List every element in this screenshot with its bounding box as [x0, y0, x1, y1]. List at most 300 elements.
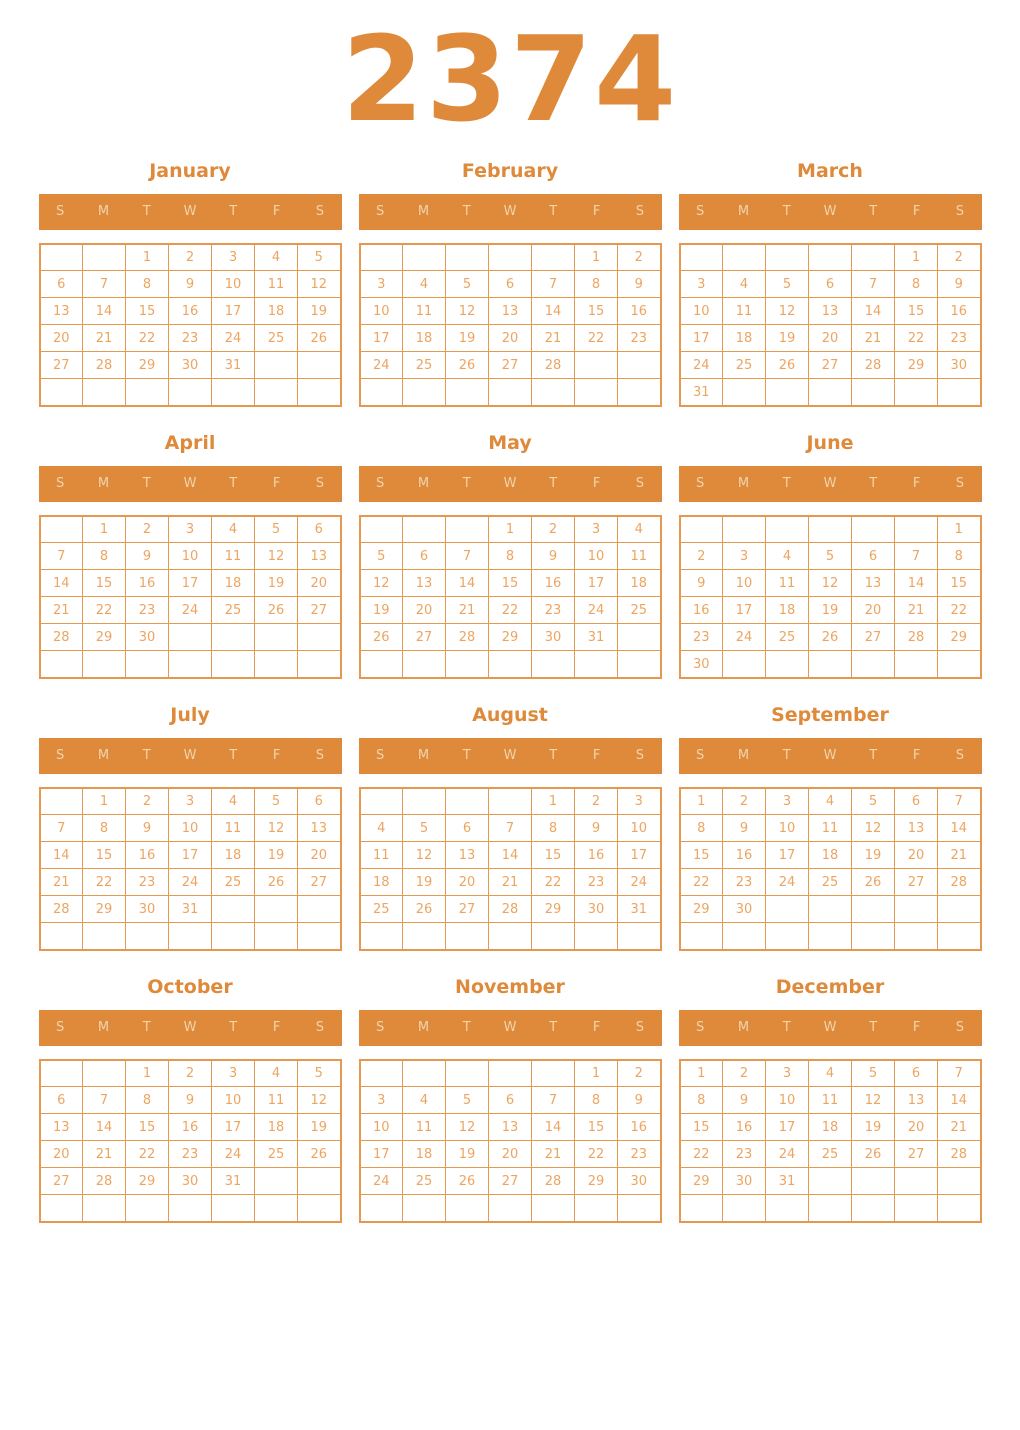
- day-cell: 31: [766, 1168, 809, 1195]
- day-cell: 20: [809, 325, 852, 352]
- day-cell: 16: [126, 570, 169, 597]
- day-cell: [489, 1060, 532, 1087]
- day-cell: 26: [403, 896, 446, 923]
- week-row: [40, 624, 341, 651]
- day-cell: 4: [255, 1060, 298, 1087]
- day-cell: 26: [255, 597, 298, 624]
- day-cell: 3: [618, 788, 661, 815]
- weekday-label: W: [823, 1020, 837, 1036]
- day-cell: 24: [618, 869, 661, 896]
- day-cell: 5: [809, 543, 852, 570]
- weekday-label: T: [229, 204, 238, 220]
- day-cell: 19: [446, 325, 489, 352]
- week-row: [680, 842, 981, 869]
- day-cell: [83, 1195, 126, 1222]
- day-cell: 22: [895, 325, 938, 352]
- day-cell: 21: [40, 869, 83, 896]
- day-cell: 7: [83, 1087, 126, 1114]
- day-cell: [895, 379, 938, 406]
- day-cell: 2: [169, 1060, 212, 1087]
- day-cell: 28: [489, 896, 532, 923]
- day-cell: 23: [938, 325, 981, 352]
- day-cell: 14: [446, 570, 489, 597]
- week-row: [40, 1195, 341, 1222]
- week-row: [680, 352, 981, 379]
- week-row: [40, 352, 341, 379]
- day-cell: [680, 244, 723, 271]
- weekday-label: S: [376, 476, 385, 492]
- day-cell: 2: [126, 788, 169, 815]
- weekday-label: W: [183, 1020, 197, 1036]
- day-cell: 6: [298, 788, 341, 815]
- day-cell: [895, 516, 938, 543]
- day-cell: 15: [680, 842, 723, 869]
- day-cell: [938, 651, 981, 678]
- day-cell: 20: [446, 869, 489, 896]
- day-cell: 8: [489, 543, 532, 570]
- day-cell: [40, 1060, 83, 1087]
- weekday-header-bar: [679, 738, 982, 774]
- day-cell: 3: [766, 1060, 809, 1087]
- day-cell: [298, 923, 341, 950]
- day-cell: [809, 516, 852, 543]
- day-cell: 18: [212, 570, 255, 597]
- day-cell: 8: [532, 815, 575, 842]
- day-cell: [532, 923, 575, 950]
- day-cell: 2: [723, 1060, 766, 1087]
- day-cell: [575, 1195, 618, 1222]
- week-row: [360, 815, 661, 842]
- day-cell: 23: [169, 1141, 212, 1168]
- day-cell: 9: [938, 271, 981, 298]
- day-cell: [298, 352, 341, 379]
- day-cell: 16: [532, 570, 575, 597]
- week-row: [360, 570, 661, 597]
- weekday-label: S: [315, 1020, 324, 1036]
- day-cell: 12: [809, 570, 852, 597]
- week-row: [680, 923, 981, 950]
- weekday-label: F: [592, 204, 601, 220]
- day-cell: 5: [298, 244, 341, 271]
- day-cell: 27: [298, 869, 341, 896]
- day-cell: 2: [169, 244, 212, 271]
- day-cell: 9: [126, 815, 169, 842]
- weekday-label: S: [955, 1020, 964, 1036]
- day-cell: 5: [766, 271, 809, 298]
- week-row: [360, 624, 661, 651]
- day-cell: 15: [532, 842, 575, 869]
- day-cell: 26: [360, 624, 403, 651]
- day-cell: [255, 379, 298, 406]
- day-cell: [618, 1195, 661, 1222]
- week-row: [40, 379, 341, 406]
- day-cell: [40, 651, 83, 678]
- day-cell: 28: [532, 1168, 575, 1195]
- weekday-label: F: [592, 1020, 601, 1036]
- day-cell: [766, 1195, 809, 1222]
- day-cell: [809, 923, 852, 950]
- day-cell: 17: [618, 842, 661, 869]
- day-cell: 28: [83, 1168, 126, 1195]
- day-cell: 2: [680, 543, 723, 570]
- month-title: March: [797, 159, 863, 182]
- day-cell: 18: [212, 842, 255, 869]
- weekday-header-bar: [39, 1010, 342, 1046]
- day-cell: [446, 516, 489, 543]
- day-cell: [446, 651, 489, 678]
- day-cell: 17: [169, 842, 212, 869]
- weekday-label: S: [955, 204, 964, 220]
- day-cell: 25: [360, 896, 403, 923]
- month-title: February: [461, 159, 559, 182]
- weekday-label: W: [183, 476, 197, 492]
- day-cell: 4: [618, 516, 661, 543]
- day-cell: 29: [895, 352, 938, 379]
- day-cell: [360, 1060, 403, 1087]
- day-cell: 13: [40, 298, 83, 325]
- week-row: [40, 1141, 341, 1168]
- day-cell: 22: [126, 325, 169, 352]
- day-cell: 17: [212, 298, 255, 325]
- week-row: [360, 923, 661, 950]
- day-cell: 15: [680, 1114, 723, 1141]
- day-cell: [766, 651, 809, 678]
- weekday-header-bar: [359, 738, 662, 774]
- day-cell: [446, 788, 489, 815]
- day-cell: 18: [766, 597, 809, 624]
- day-cell: [489, 923, 532, 950]
- day-cell: 27: [852, 624, 895, 651]
- weekday-header-bar: [679, 466, 982, 502]
- day-cell: 9: [169, 271, 212, 298]
- weekday-label: F: [272, 476, 281, 492]
- day-cell: 12: [446, 298, 489, 325]
- day-cell: 8: [680, 1087, 723, 1114]
- month-grid: [679, 787, 982, 951]
- day-cell: 17: [360, 325, 403, 352]
- day-cell: 6: [489, 1087, 532, 1114]
- day-cell: 26: [809, 624, 852, 651]
- day-cell: 4: [403, 1087, 446, 1114]
- week-row: [360, 244, 661, 271]
- day-cell: 4: [766, 543, 809, 570]
- day-cell: 15: [83, 570, 126, 597]
- day-cell: 8: [575, 1087, 618, 1114]
- week-row: [40, 543, 341, 570]
- day-cell: 5: [255, 788, 298, 815]
- day-cell: 29: [489, 624, 532, 651]
- week-row: [40, 244, 341, 271]
- day-cell: [298, 1195, 341, 1222]
- day-cell: 18: [723, 325, 766, 352]
- weekday-label: M: [737, 204, 750, 220]
- weekday-label: T: [462, 748, 471, 764]
- weekday-label: W: [503, 748, 517, 764]
- day-cell: 10: [575, 543, 618, 570]
- day-cell: 20: [298, 842, 341, 869]
- weekday-label: W: [823, 476, 837, 492]
- weekday-label: T: [142, 476, 151, 492]
- month-title: June: [806, 431, 854, 454]
- day-cell: [212, 379, 255, 406]
- day-cell: 13: [809, 298, 852, 325]
- month-title: January: [149, 159, 231, 182]
- day-cell: 3: [169, 516, 212, 543]
- day-cell: 10: [212, 1087, 255, 1114]
- day-cell: [895, 896, 938, 923]
- day-cell: [766, 923, 809, 950]
- weekday-label: M: [417, 1020, 430, 1036]
- day-cell: 4: [723, 271, 766, 298]
- day-cell: 6: [895, 1060, 938, 1087]
- day-cell: 25: [618, 597, 661, 624]
- day-cell: 15: [126, 1114, 169, 1141]
- day-cell: 18: [255, 1114, 298, 1141]
- day-cell: 9: [680, 570, 723, 597]
- weekday-label: T: [549, 476, 558, 492]
- day-cell: 9: [723, 815, 766, 842]
- day-cell: [360, 516, 403, 543]
- day-cell: 23: [618, 1141, 661, 1168]
- weekday-label: T: [462, 204, 471, 220]
- day-cell: [403, 923, 446, 950]
- day-cell: [938, 1195, 981, 1222]
- month-grid: [679, 243, 982, 407]
- day-cell: 19: [446, 1141, 489, 1168]
- week-row: [360, 896, 661, 923]
- day-cell: [40, 1195, 83, 1222]
- month-grid: [39, 515, 342, 679]
- day-cell: 24: [680, 352, 723, 379]
- day-cell: [723, 651, 766, 678]
- month-title: December: [775, 975, 885, 998]
- week-row: [680, 516, 981, 543]
- day-cell: 18: [403, 325, 446, 352]
- day-cell: [489, 244, 532, 271]
- day-cell: [766, 516, 809, 543]
- week-row: [680, 815, 981, 842]
- week-row: [40, 842, 341, 869]
- day-cell: [169, 1195, 212, 1222]
- day-cell: [766, 244, 809, 271]
- day-cell: 10: [766, 1087, 809, 1114]
- day-cell: [403, 516, 446, 543]
- day-cell: 9: [575, 815, 618, 842]
- weekday-label: T: [462, 476, 471, 492]
- day-cell: 2: [575, 788, 618, 815]
- month-grid: [359, 515, 662, 679]
- day-cell: 20: [298, 570, 341, 597]
- day-cell: 10: [169, 543, 212, 570]
- day-cell: 2: [723, 788, 766, 815]
- day-cell: 21: [938, 842, 981, 869]
- day-cell: 21: [83, 1141, 126, 1168]
- day-cell: 14: [40, 842, 83, 869]
- weekday-header-bar: [679, 1010, 982, 1046]
- weekday-label: F: [592, 748, 601, 764]
- day-cell: 16: [169, 298, 212, 325]
- day-cell: 6: [446, 815, 489, 842]
- day-cell: 16: [169, 1114, 212, 1141]
- day-cell: [852, 1195, 895, 1222]
- day-cell: 29: [126, 352, 169, 379]
- day-cell: 9: [532, 543, 575, 570]
- day-cell: 22: [83, 869, 126, 896]
- day-cell: 7: [852, 271, 895, 298]
- day-cell: [255, 352, 298, 379]
- day-cell: 11: [255, 1087, 298, 1114]
- day-cell: [575, 379, 618, 406]
- day-cell: 5: [298, 1060, 341, 1087]
- day-cell: 5: [852, 1060, 895, 1087]
- day-cell: [126, 923, 169, 950]
- month: [359, 976, 662, 1223]
- day-cell: 20: [489, 1141, 532, 1168]
- week-row: [680, 1195, 981, 1222]
- day-cell: 11: [809, 1087, 852, 1114]
- day-cell: 30: [938, 352, 981, 379]
- weekday-label: W: [183, 748, 197, 764]
- day-cell: 13: [852, 570, 895, 597]
- day-cell: 1: [126, 244, 169, 271]
- day-cell: 29: [83, 624, 126, 651]
- day-cell: [723, 516, 766, 543]
- day-cell: 3: [575, 516, 618, 543]
- day-cell: 4: [212, 516, 255, 543]
- day-cell: 12: [766, 298, 809, 325]
- day-cell: 22: [532, 869, 575, 896]
- week-row: [680, 869, 981, 896]
- day-cell: 20: [895, 1114, 938, 1141]
- month-title: September: [771, 703, 889, 726]
- weekday-label: T: [782, 476, 791, 492]
- day-cell: 30: [680, 651, 723, 678]
- month: [679, 160, 982, 407]
- day-cell: [360, 379, 403, 406]
- weekday-label: S: [315, 476, 324, 492]
- day-cell: [126, 379, 169, 406]
- day-cell: [852, 244, 895, 271]
- day-cell: 10: [360, 298, 403, 325]
- week-row: [360, 869, 661, 896]
- day-cell: [298, 379, 341, 406]
- weekday-label: T: [229, 1020, 238, 1036]
- week-row: [680, 570, 981, 597]
- day-cell: 2: [938, 244, 981, 271]
- day-cell: 17: [766, 1114, 809, 1141]
- day-cell: 10: [360, 1114, 403, 1141]
- weekday-label: S: [696, 748, 705, 764]
- day-cell: 30: [126, 896, 169, 923]
- week-row: [40, 597, 341, 624]
- day-cell: 18: [255, 298, 298, 325]
- month: [359, 704, 662, 951]
- day-cell: 21: [895, 597, 938, 624]
- weekday-label: S: [376, 204, 385, 220]
- week-row: [680, 651, 981, 678]
- weekday-label: T: [869, 204, 878, 220]
- day-cell: 24: [169, 597, 212, 624]
- day-cell: [446, 379, 489, 406]
- weekday-label: T: [549, 748, 558, 764]
- day-cell: 16: [618, 1114, 661, 1141]
- day-cell: [723, 923, 766, 950]
- day-cell: 14: [852, 298, 895, 325]
- day-cell: 27: [809, 352, 852, 379]
- day-cell: 23: [723, 1141, 766, 1168]
- day-cell: 27: [895, 1141, 938, 1168]
- day-cell: [895, 651, 938, 678]
- day-cell: 14: [938, 815, 981, 842]
- day-cell: 3: [723, 543, 766, 570]
- day-cell: 10: [680, 298, 723, 325]
- day-cell: 11: [766, 570, 809, 597]
- weekday-label: S: [376, 748, 385, 764]
- day-cell: [83, 244, 126, 271]
- day-cell: [255, 1195, 298, 1222]
- day-cell: 19: [766, 325, 809, 352]
- weekday-label: T: [142, 1020, 151, 1036]
- weekday-label: F: [592, 476, 601, 492]
- week-row: [40, 298, 341, 325]
- week-row: [680, 1114, 981, 1141]
- day-cell: [852, 516, 895, 543]
- day-cell: [938, 1168, 981, 1195]
- day-cell: 16: [575, 842, 618, 869]
- day-cell: 26: [446, 1168, 489, 1195]
- weekday-label: S: [955, 476, 964, 492]
- day-cell: 9: [169, 1087, 212, 1114]
- day-cell: 13: [489, 298, 532, 325]
- day-cell: 14: [532, 1114, 575, 1141]
- day-cell: 1: [83, 516, 126, 543]
- day-cell: 10: [618, 815, 661, 842]
- day-cell: [852, 896, 895, 923]
- day-cell: 7: [446, 543, 489, 570]
- day-cell: 1: [680, 1060, 723, 1087]
- week-row: [40, 788, 341, 815]
- weekday-label: S: [955, 748, 964, 764]
- day-cell: 19: [809, 597, 852, 624]
- day-cell: 4: [212, 788, 255, 815]
- day-cell: 19: [360, 597, 403, 624]
- day-cell: [532, 651, 575, 678]
- day-cell: 30: [532, 624, 575, 651]
- day-cell: 30: [169, 1168, 212, 1195]
- weekday-label: M: [97, 1020, 110, 1036]
- day-cell: 16: [723, 842, 766, 869]
- day-cell: 25: [809, 869, 852, 896]
- day-cell: [489, 379, 532, 406]
- month: [679, 976, 982, 1223]
- weekday-label: M: [97, 476, 110, 492]
- day-cell: 6: [298, 516, 341, 543]
- weekday-header-bar: [39, 194, 342, 230]
- day-cell: 16: [618, 298, 661, 325]
- day-cell: [360, 923, 403, 950]
- day-cell: [723, 244, 766, 271]
- day-cell: 24: [360, 1168, 403, 1195]
- day-cell: [360, 244, 403, 271]
- day-cell: 3: [212, 244, 255, 271]
- day-cell: 20: [489, 325, 532, 352]
- week-row: [680, 1141, 981, 1168]
- day-cell: [255, 923, 298, 950]
- week-row: [680, 896, 981, 923]
- day-cell: [360, 651, 403, 678]
- weekday-label: S: [56, 476, 65, 492]
- day-cell: 3: [360, 271, 403, 298]
